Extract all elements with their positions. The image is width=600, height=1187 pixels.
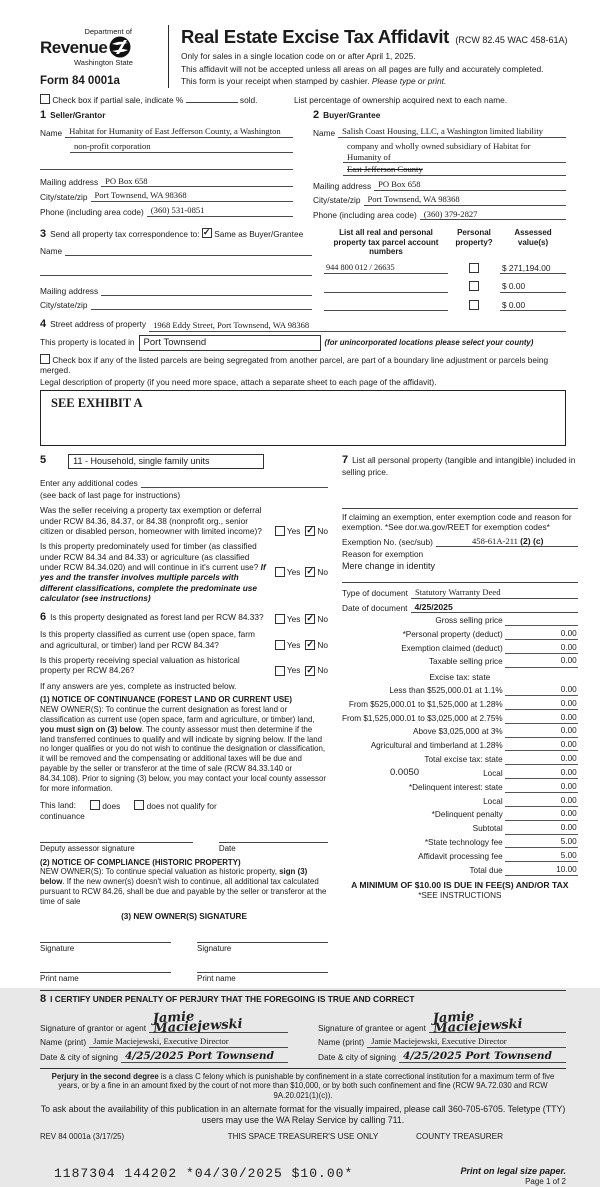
assessed-value-header: Assessed value(s) [514, 228, 552, 247]
q-timber-no-checkbox[interactable] [305, 567, 315, 577]
q-timber-text: Is this property predominately used for timber (as classified under RCW 84.34 and 84.33) or agriculture (as classified under RCW 84.34.020) and will continue in it's current use? If yes and the transfer involves multiple parcels with different classifications, complete the predominate use calculator (see instructions) [40, 541, 266, 604]
tax-row: Agricultural and timberland at 1.28% 0.00 [370, 740, 577, 751]
q-historic-yes-checkbox[interactable] [275, 666, 285, 676]
tax-row: Taxable selling price 0.00 [428, 656, 577, 667]
tax-row: *Delinquent interest: state 0.00 [408, 781, 577, 792]
minimum-due-note: A MINIMUM OF $10.00 IS DUE IN FEE(S) AND/OR TAX [351, 880, 569, 891]
located-in-label: This property is located in [40, 336, 135, 347]
parcel-number-input[interactable] [324, 282, 448, 293]
grantor-signature-block: Signature of grantor or agent Jamie Maciejewski Name (print) Jamie Maciejewski, Executive Director Date & city of signing 4/25/2025 Port Townsend [40, 1007, 288, 1063]
tax-amount-input[interactable] [531, 616, 578, 626]
q-current-yes-checkbox[interactable] [275, 640, 285, 650]
right-column: 7 List all personal property (tangible and intangible) included in selling price. If claiming an exemption, enter exemption code and reason for exemption. *See dor.wa.gov/REET for exemption codes* Exemption No. (sec/sub) 458-61A-211 (2) (c) Reason for exemption Mere change in identity Type of document Statutory Warranty Deed Date of document 4/25/2025 Gross selling price *Personal property (deduct) 0.00 Exemption claimed (deduct) 0.00 Taxable selling price 0.00 Excise tax: state Less than $525,000.01 at 1.1% 0.00 From $525,000.01 to $1,525,000 at 1.28% 0.00 From $1,525,000.01 to $3,025,000 at 2.75% 0.00 Above $3,025,000 at 3% 0.00 Agricultural and timberland at 1.28% 0.00 Total excise tax: state 0.00 0.0050 Local 0.00 *Delinquent interest: state 0.00 Local 0.00 *Delinquent penalty 0.00 Subtotal 0.00 *State technology fee 5.00 Affidavit processing fee 5.00 Total due 10.00 A MINIMUM OF $10.00 IS DUE IN FEE(S) AND/OR TAX *SEE INSTRUCTIONS [342, 453, 577, 900]
segregated-label: Check box if any of the listed parcels are being segregated from another parcel, are part of a boundary line adjustment or parcels being merged. [40, 354, 549, 375]
form-header [40, 25, 566, 88]
instruction-line-3: This form is your receipt when stamped by cashier. Please type or print. [181, 76, 447, 87]
deputy-date-line[interactable] [219, 832, 328, 843]
tax-amount-input[interactable]: 0.00 [531, 809, 578, 820]
notice2-title: (2) NOTICE OF COMPLIANCE (HISTORIC PROPERTY) [40, 857, 241, 867]
tax-row: Exemption claimed (deduct) 0.00 [401, 642, 577, 653]
see-back-note: (see back of last page for instructions) [40, 489, 181, 500]
parcel-number-input[interactable]: 944 800 012 / 26635 [324, 263, 448, 274]
q-forest-text: 6 Is this property designated as forest land per RCW 84.33? [40, 610, 264, 623]
tax-amount-input[interactable]: 5.00 [531, 837, 578, 848]
tax-row: Total excise tax: state 0.00 [424, 754, 577, 765]
q-forest-yes-checkbox[interactable] [275, 614, 285, 624]
section-8-certification: 8 I CERTIFY UNDER PENALTY OF PERJURY THAT THE FOREGOING IS TRUE AND CORRECT Signature of grantor or agent Jamie Maciejewski Name (print) Jamie Maciejewski, Executive Director Date & city of signing 4/25/2025 Port Townsend Signature of grantee or agent Jamie Maciejewski Name (print) Jamie Maciejewski, Executive Director Date & city of signing 4/25/2025 Port Townsend [40, 990, 566, 1062]
accessibility-notice: To ask about the availability of this publication in an alternate format for the visually impaired, please call 360-705-6705. Teletype (TTY) users may use the WA Relay Service by calling 711. [40, 1103, 566, 1125]
legal-description-label: Legal description of property (if you need more space, attach a separate sheet to each page of the affidavit). [40, 377, 437, 388]
section-1-seller: 1 Seller/Grantor Name Habitat for Humanity of East Jefferson County, a Washington non-profit corporation Mailing address PO Box 658 City/state/zip Port Townsend, WA 98368 Phone (including area code) (360) 531-0851 [40, 109, 293, 220]
dor-logo-block [40, 25, 158, 88]
new-owner-signature-line-1[interactable] [40, 932, 171, 943]
personal-property-checkbox[interactable] [469, 263, 479, 273]
q-historic-text: Is this property receiving special valuation as historical property per RCW 84.26? [40, 655, 240, 676]
buyer-mailing-input[interactable]: PO Box 658 [374, 179, 566, 191]
grantee-name-print-input[interactable]: Jamie Maciejewski, Executive Director [367, 1036, 566, 1048]
buyer-name-input-3[interactable]: East Jefferson County [343, 164, 566, 176]
instruction-line-2: This affidavit will not be accepted unless all areas on all pages are fully and accurately completed. [181, 63, 544, 74]
assessed-value-input[interactable]: $ 0.00 [500, 281, 566, 292]
buyer-phone-input[interactable]: (360) 379-2827 [420, 209, 566, 221]
partial-sale-row [40, 94, 257, 105]
grantee-signature-input[interactable]: Jamie Maciejewski [429, 1011, 566, 1033]
left-column: 5 11 - Household, single family units Enter any additional codes (see back of last page for instructions) Was the seller receiving a property tax exemption or deferral under RCW 84.36, 84.37, or 84.38 (nonprofit org., senior citizen or disabled person, homeowner with limited income)? Yes ✓ No Is this property predominately used for timber (as classified under RCW 84.34 and 84.33) or agriculture (as classified under RCW 84.34.020) and will continue in it's current use? If yes and the transfer involves multiple parcels with different classifications, complete the predominate use calculator (see instructions) Yes ✓ No 6 Is this property designated as forest land per RCW 84.33? Yes ✓ No Is this property classified as current use (open space, farm and agricultural, or timber) land per RCW 84.34? Yes ✓ No Is this property receiving special valuation as historical property per RCW 84.26? Yes ✓ No If any answers are yes, complete as instructed below. (1) NOTICE OF CONTINUANCE (FOREST LAND OR CURRENT USE) NEW OWNER(S): To continue the current designation as forest land or classification as current use (open space, farm and agriculture, or timber) land, you must sign on (3) below. The county assessor must then determine if the land transferred continues to qualify and will indicate by signing below. If the land no longer qualifies or you do not wish to continue the designation or classification, it will be removed and the compensating or additional taxes will be due and payable by the seller or transferor at the time of sale (RCW 84.33.140 or 84.34.108). Prior to signing (3) below, you may contact your local county assessor for more information. This land: does does not qualify for continuance Deputy assessor signature Date (2) NOTICE OF COMPLIANCE (HISTORIC PROPERTY) NEW OWNER(S): To continue special valuation as historic property, sign (3) below. If the new owner(s) doesn't wish to continue, all additional tax calculated pursuant to RCW 84.26, shall be due and payable by the seller or transferor at the time of sale (3) NEW OWNER(S) SIGNATURE Signature Signature Print name Print name [40, 454, 328, 984]
correspondence-label: Send all property tax correspondence to: [50, 229, 200, 240]
seller-phone-input[interactable]: (360) 531-0851 [147, 205, 293, 217]
parcel-row [324, 281, 566, 292]
excise-tax-state-heading: Excise tax: state [429, 671, 491, 682]
new-owners-signature-title: (3) NEW OWNER(S) SIGNATURE [121, 911, 247, 921]
grantor-signature-input[interactable]: Jamie Maciejewski [149, 1011, 288, 1033]
correspondence-mailing-input[interactable] [101, 285, 312, 296]
tax-amount-input[interactable]: 0.00 [531, 726, 578, 737]
legal-description-value: SEE EXHIBIT A [51, 395, 143, 410]
same-as-buyer-checkbox[interactable] [202, 228, 212, 238]
new-owner-print-line-2[interactable] [197, 962, 328, 973]
local-rate-value: 0.0050 [390, 767, 420, 779]
treasurer-stamp: 1187304 144202 *04/30/2025 $10.00* [54, 1165, 354, 1181]
personal-property-input-area[interactable] [342, 478, 578, 502]
tax-amount-input[interactable]: 0.00 [531, 643, 578, 654]
section-4-property: 4 Street address of property 1968 Eddy Street, Port Townsend, WA 98368 This property is located in Port Townsend (for unincorporated locations please select your county) Check box if any of the listed parcels are being segregated from another parcel, are part of a boundary line adjustment or parcels being merged. Legal description of property (if you need more space, attach a separate sheet to each page of the affidavit). SEE EXHIBIT A [40, 318, 566, 446]
same-as-buyer-label: Same as Buyer/Grantee [214, 229, 304, 240]
grantor-name-print-input[interactable]: Jamie Maciejewski, Executive Director [89, 1036, 288, 1048]
rev-form-id: REV 84 0001a (3/17/25) [40, 1131, 125, 1141]
new-owner-print-line-1[interactable] [40, 962, 171, 973]
seller-name-input-2[interactable]: non-profit corporation [70, 141, 293, 153]
additional-codes-input[interactable] [141, 477, 328, 488]
tax-row: 0.0050 Local 0.00 [390, 767, 577, 779]
certify-statement: I CERTIFY UNDER PENALTY OF PERJURY THAT THE FOREGOING IS TRUE AND CORRECT [50, 994, 415, 1005]
page-title: Real Estate Excise Tax Affidavit [181, 26, 450, 47]
section-7-personal-property: 7 List all personal property (tangible and intangible) included in selling price. [342, 453, 576, 478]
notice1-title: (1) NOTICE OF CONTINUANCE (FOREST LAND OR CURRENT USE) [40, 695, 293, 705]
does-not-qualify-checkbox[interactable] [134, 800, 144, 810]
exemption-number-input[interactable]: 458-61A-211 (2) (c) [436, 536, 578, 548]
tax-row: Above $3,025,000 at 3% 0.00 [413, 726, 577, 737]
county-treasurer-label: COUNTY TREASURER [416, 1131, 504, 1141]
partial-sale-checkbox[interactable] [40, 94, 50, 104]
grantee-date-city-input[interactable]: 4/25/2025 Port Townsend [399, 1051, 566, 1063]
tax-amount-input[interactable]: 5.00 [531, 851, 578, 862]
buyer-heading: Buyer/Grantee [323, 110, 381, 121]
q-exemption-text: Was the seller receiving a property tax exemption or deferral under RCW 84.36, 84.37, or 84.38 (nonprofit org., senior citizen or disabled person, homeowner with limited income)? [40, 505, 262, 537]
tax-amount-input[interactable]: 0.00 [531, 823, 578, 834]
washington-state-label: Washington State [74, 58, 133, 68]
tax-amount-input[interactable]: 0.00 [531, 629, 578, 640]
tax-amount-input[interactable]: 0.00 [531, 768, 578, 779]
see-instructions-note: *SEE INSTRUCTIONS [418, 890, 502, 900]
buyer-name-input-2[interactable]: company and wholly owned subsidiary of Habitat for Humanity of [343, 141, 566, 163]
reason-for-exemption-value[interactable]: Mere change in identity [342, 560, 436, 571]
title-block [168, 25, 568, 88]
street-address-input[interactable]: 1968 Eddy Street, Port Townsend, WA 98368 [149, 320, 566, 332]
tax-row: From $1,525,000.01 to $3,025,000 at 2.75% 0.00 [342, 712, 577, 723]
seller-name-blank-line[interactable] [40, 159, 293, 170]
tax-amount-input[interactable]: 0.00 [531, 713, 578, 724]
tax-amount-input[interactable]: 0.00 [531, 685, 578, 696]
tax-amount-input[interactable]: 0.00 [531, 796, 578, 807]
grantee-signature-block: Signature of grantee or agent Jamie Maciejewski Name (print) Jamie Maciejewski, Executive Director Date & city of signing 4/25/2025 Port Townsend [318, 1007, 566, 1063]
section-2-buyer: 2 Buyer/Grantee Name Salish Coast Housing, LLC, a Washington limited liability company and wholly owned subsidiary of Habitat for Humanity of East Jefferson County Mailing address PO Box 658 City/state/zip Port Townsend, WA 98368 Phone (including area code) (360) 379-2827 [313, 109, 566, 220]
parcel-number-input[interactable] [324, 300, 448, 311]
seller-name-input[interactable]: Habitat for Humanity of East Jefferson County, a Washington [65, 126, 293, 138]
q-current-no-checkbox[interactable] [305, 640, 315, 650]
tax-row: Affidavit processing fee 5.00 [418, 850, 577, 861]
seller-heading: Seller/Grantor [50, 110, 106, 121]
land-qualify-row: This land: does does not qualify for [40, 799, 217, 811]
buyer-city-input[interactable]: Port Townsend, WA 98368 [364, 194, 567, 206]
tax-row: Subtotal 0.00 [472, 823, 577, 834]
q-exemption-yes-checkbox[interactable] [275, 526, 285, 536]
tax-row: *State technology fee 5.00 [424, 837, 577, 848]
legal-size-note: Print on legal size paper. [460, 1165, 566, 1176]
tax-row: From $525,000.01 to $1,525,000 at 1.28% 0.00 [348, 698, 577, 709]
tax-row: Gross selling price [342, 616, 578, 626]
partial-sale-label: Check box if partial sale, indicate % [52, 95, 184, 106]
correspondence-name-input[interactable] [65, 245, 312, 256]
parcel-row [324, 263, 566, 274]
if-yes-note: If any answers are yes, complete as instructed below. [40, 680, 237, 691]
tax-amount-input[interactable]: 0.00 [531, 782, 578, 793]
personal-property-checkbox[interactable] [469, 281, 479, 291]
tax-row: Less than $525,000.01 at 1.1% 0.00 [389, 684, 577, 695]
section-3-correspondence: 3 Send all property tax correspondence to: ✓ Same as Buyer/Grantee Name Mailing address City/state/zip [40, 228, 312, 311]
personal-property-checkbox[interactable] [469, 300, 479, 310]
buyer-name-input[interactable]: Salish Coast Housing, LLC, a Washington limited liability [338, 126, 566, 138]
parcel-table [324, 228, 566, 311]
instruction-line-1: Only for sales in a single location code on or after April 1, 2025. [181, 51, 416, 62]
personal-property-header: Personal property? [455, 228, 493, 247]
tax-row: *Personal property (deduct) 0.00 [402, 628, 577, 639]
assessed-value-input[interactable]: $ 0.00 [500, 300, 566, 311]
notice1-body: NEW OWNER(S): To continue the current designation as forest land or classification as current use (open space, farm and agriculture, or timber) land, you must sign on (3) below. The county assessor must then determine if the land transferred continues to qualify and will indicate by signing below. If the land no longer qualifies or you do not wish to continue the designation or classification, it will be removed and the compensating or additional taxes will be due and payable by the seller or transferor at the time of sale (RCW 84.33.140 or 84.34.108). Prior to signing (3) below, you may contact your local county assessor for more information. [40, 704, 326, 793]
q-timber-yes-checkbox[interactable] [275, 567, 285, 577]
tax-amount-input[interactable]: 0.00 [531, 699, 578, 710]
legal-description-box[interactable] [40, 390, 566, 446]
partial-sale-percent-input[interactable] [186, 102, 238, 103]
new-owner-signature-line-2[interactable] [197, 932, 328, 943]
revenue-swoosh-icon [109, 36, 131, 58]
deputy-date-label: Date [218, 843, 236, 853]
deputy-assessor-signature-line[interactable] [40, 832, 193, 843]
partial-sale-suffix: sold. [239, 95, 258, 106]
tax-row: Total due 10.00 [469, 864, 577, 875]
deputy-assessor-label: Deputy assessor signature [40, 843, 135, 853]
tax-amount-input[interactable]: 10.00 [531, 865, 578, 876]
tax-amount-input[interactable]: 0.00 [531, 740, 578, 751]
print-note-block [460, 1166, 566, 1187]
tax-amount-input[interactable]: 0.00 [531, 656, 578, 667]
located-in-note: (for unincorporated locations please select your county) [324, 337, 534, 347]
document-type-input[interactable]: Statutory Warranty Deed [411, 587, 578, 599]
revenue-wordmark: Revenue [40, 37, 108, 57]
exemption-intro: If claiming an exemption, enter exemption code and reason for exemption. *See dor.wa.gov/REET for exemption codes* [342, 511, 572, 533]
page-number: Page 1 of 2 [525, 1177, 566, 1187]
q-exemption-no-checkbox[interactable] [305, 526, 315, 536]
location-select[interactable]: Port Townsend [139, 335, 321, 351]
segregated-checkbox[interactable] [40, 354, 50, 364]
form-number: Form 84 0001a [40, 74, 120, 87]
tax-amount-input[interactable]: 0.00 [531, 754, 578, 765]
land-use-code-select[interactable]: 11 - Household, single family units [68, 454, 264, 469]
tax-row: Local 0.00 [483, 795, 577, 806]
notice2-body: NEW OWNER(S): To continue special valuation as historic property, sign (3) below. If the new owner(s) doesn't wish to continue, all additional tax calculated pursuant to RCW 84.26, shall be due and payable by the seller or transferor at the time of sale [40, 867, 327, 907]
seller-mailing-input[interactable]: PO Box 658 [101, 176, 293, 188]
parcel-numbers-header: List all real and personal property tax parcel account numbers [333, 228, 439, 256]
grantor-date-city-input[interactable]: 4/25/2025 Port Townsend [121, 1051, 288, 1063]
assessed-value-input[interactable]: $ 271,194.00 [500, 263, 566, 274]
correspondence-city-input[interactable] [91, 299, 313, 310]
rcw-reference: (RCW 82.45 WAC 458-61A) [455, 35, 568, 45]
document-date-input[interactable]: 4/25/2025 [411, 602, 578, 614]
dept-of-label: Department of [84, 27, 132, 36]
correspondence-blank-line[interactable] [40, 265, 312, 276]
treasurer-space-label: THIS SPACE TREASURER'S USE ONLY [227, 1131, 379, 1141]
q-forest-no-checkbox[interactable] [305, 614, 315, 624]
reason-for-exemption-label: Reason for exemption [342, 549, 424, 560]
q-historic-no-checkbox[interactable] [305, 666, 315, 676]
tax-row: *Delinquent penalty 0.00 [431, 809, 577, 820]
perjury-notice: Perjury in the second degree is a class C felony which is punishable by confinement in a state correctional institution for a maximum term of five years, or by a fine in an amount fixed by the court of not more than $10,000, or by both such confinement and fine (RCW 9A.72.030 and RCW 9A.20.021(1)(c)). [40, 1068, 566, 1101]
ownership-percentage-note: List percentage of ownership acquired next to each name. [294, 95, 508, 106]
continuance-label: continuance [40, 811, 85, 822]
parcel-row [324, 300, 566, 311]
does-qualify-checkbox[interactable] [90, 800, 100, 810]
q-current-use-text: Is this property classified as current use (open space, farm and agricultural, or timber) land per RCW 84.34? [40, 629, 255, 650]
seller-city-input[interactable]: Port Townsend, WA 98368 [91, 190, 294, 202]
